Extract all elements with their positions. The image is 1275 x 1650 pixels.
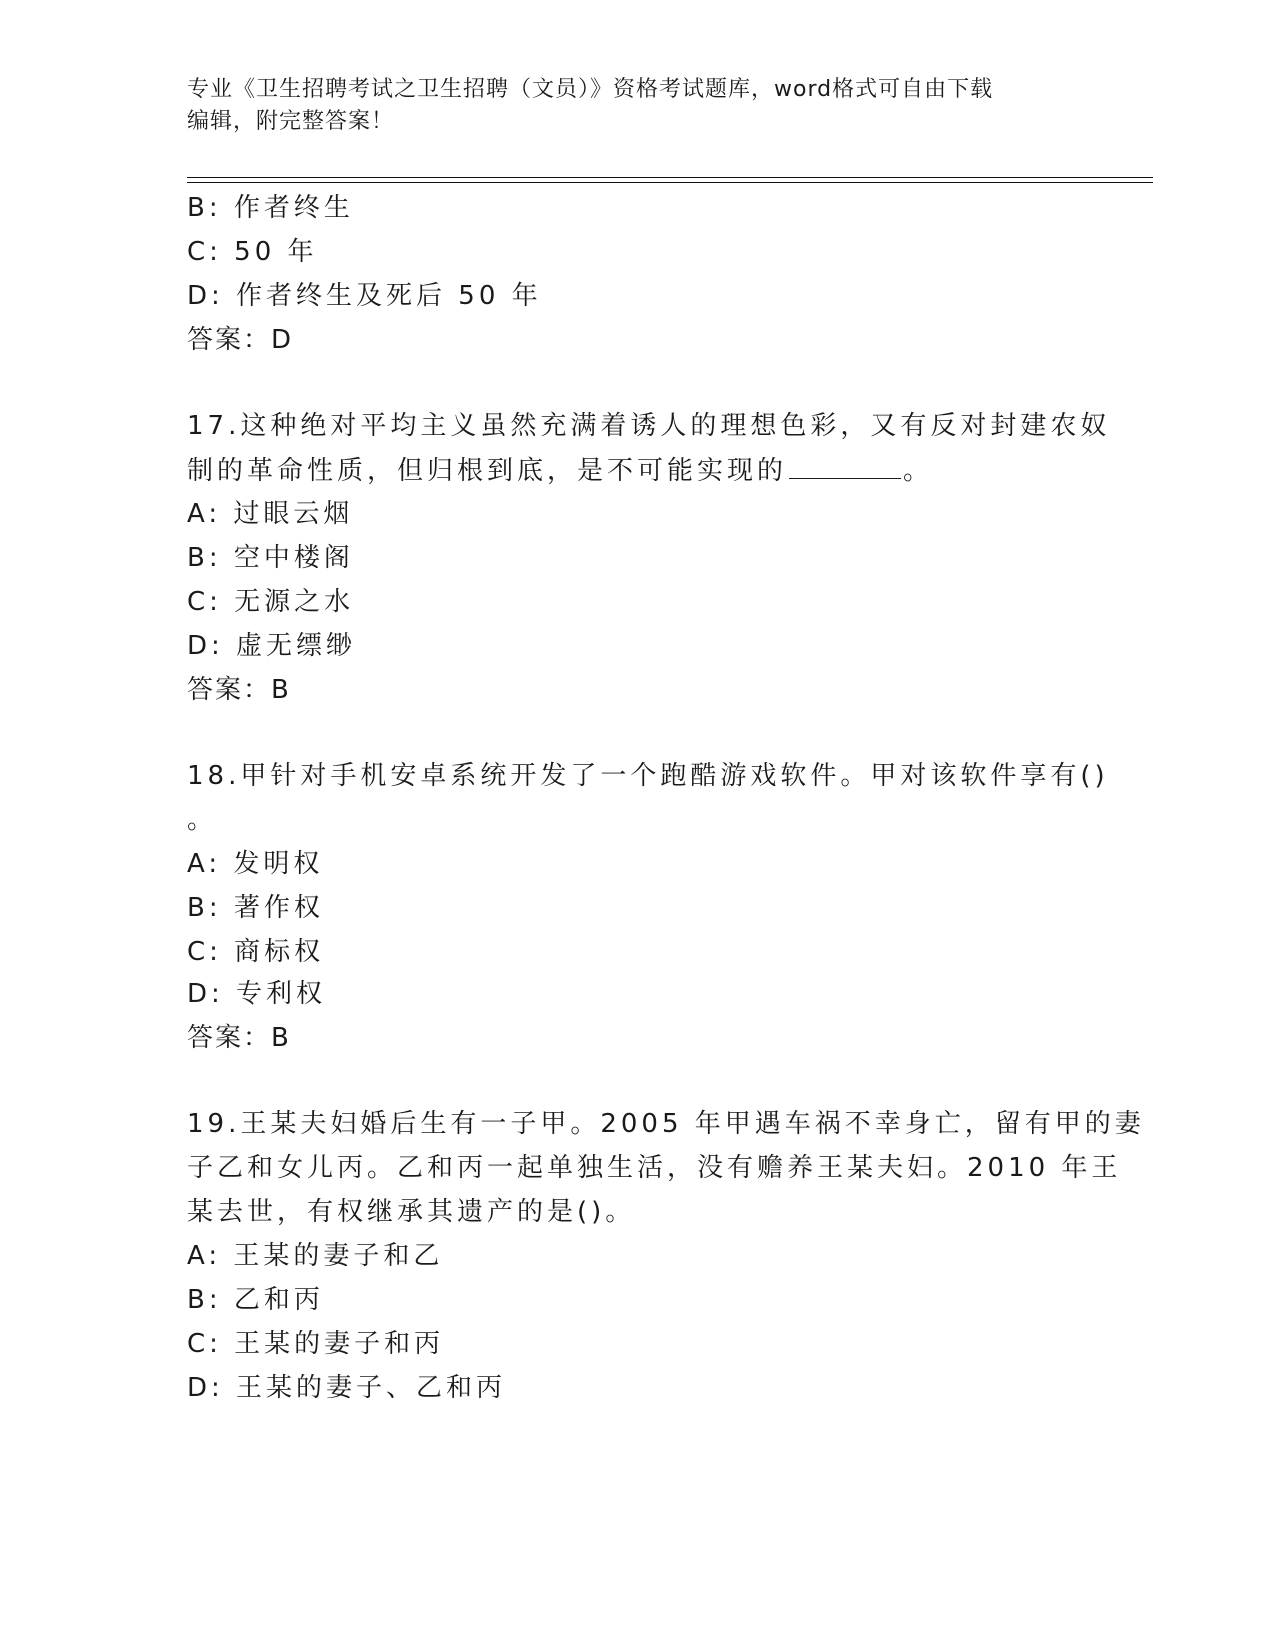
- q18-stem-line-1: 18.甲针对手机安卓系统开发了一个跑酷游戏软件。甲对该软件享有(): [187, 761, 1109, 791]
- q19-option-c: C: 王某的妻子和丙: [187, 1329, 445, 1359]
- q17-option-c: C: 无源之水: [187, 587, 355, 617]
- q17-stem-line-1: 17.这种绝对平均主义虽然充满着诱人的理想色彩，又有反对封建农奴: [187, 411, 1111, 441]
- document-header: [187, 74, 1067, 138]
- q18-option-c: C: 商标权: [187, 937, 325, 967]
- q19-stem-line-3: 某去世，有权继承其遗产的是()。: [187, 1197, 636, 1227]
- q19-stem-line-1: 19.王某夫妇婚后生有一子甲。2005 年甲遇车祸不幸身亡，留有甲的妻: [187, 1109, 1145, 1139]
- header-divider-bottom: [187, 182, 1153, 183]
- q19-option-a: A: 王某的妻子和乙: [187, 1241, 444, 1271]
- header-divider-top: [187, 177, 1153, 178]
- header-line-1: 专业《卫生招聘考试之卫生招聘（文员）》资格考试题库，word格式可自由下载: [187, 77, 994, 102]
- q17-stem-text: 制的革命性质，但归根到底，是不可能实现的: [187, 456, 788, 486]
- q17-stem-end: 。: [903, 456, 934, 486]
- q19-option-b: B: 乙和丙: [187, 1285, 324, 1315]
- header-line-2: 编辑，附完整答案！: [187, 109, 395, 134]
- q19-stem-line-2: 子乙和女儿丙。乙和丙一起单独生活，没有赡养王某夫妇。2010 年王: [187, 1153, 1122, 1183]
- q17-answer: 答案：B: [187, 675, 291, 705]
- q17-option-a: A: 过眼云烟: [187, 499, 354, 529]
- q18-stem-line-2: 。: [187, 805, 218, 835]
- q18-option-b: B: 著作权: [187, 893, 324, 923]
- q18-answer: 答案：B: [187, 1023, 291, 1053]
- q17-fill-blank: [789, 452, 901, 479]
- q17-stem-line-2: [187, 452, 933, 489]
- q16-option-c: C: 50 年: [187, 237, 318, 267]
- q19-option-d: D: 王某的妻子、乙和丙: [187, 1373, 507, 1403]
- q18-option-d: D: 专利权: [187, 979, 327, 1009]
- q16-option-d: D: 作者终生及死后 50 年: [187, 281, 542, 311]
- q16-option-b: B: 作者终生: [187, 193, 354, 223]
- q17-option-d: D: 虚无缥缈: [187, 631, 357, 661]
- q16-answer: 答案：D: [187, 325, 294, 355]
- q18-option-a: A: 发明权: [187, 849, 324, 879]
- q17-option-b: B: 空中楼阁: [187, 543, 354, 573]
